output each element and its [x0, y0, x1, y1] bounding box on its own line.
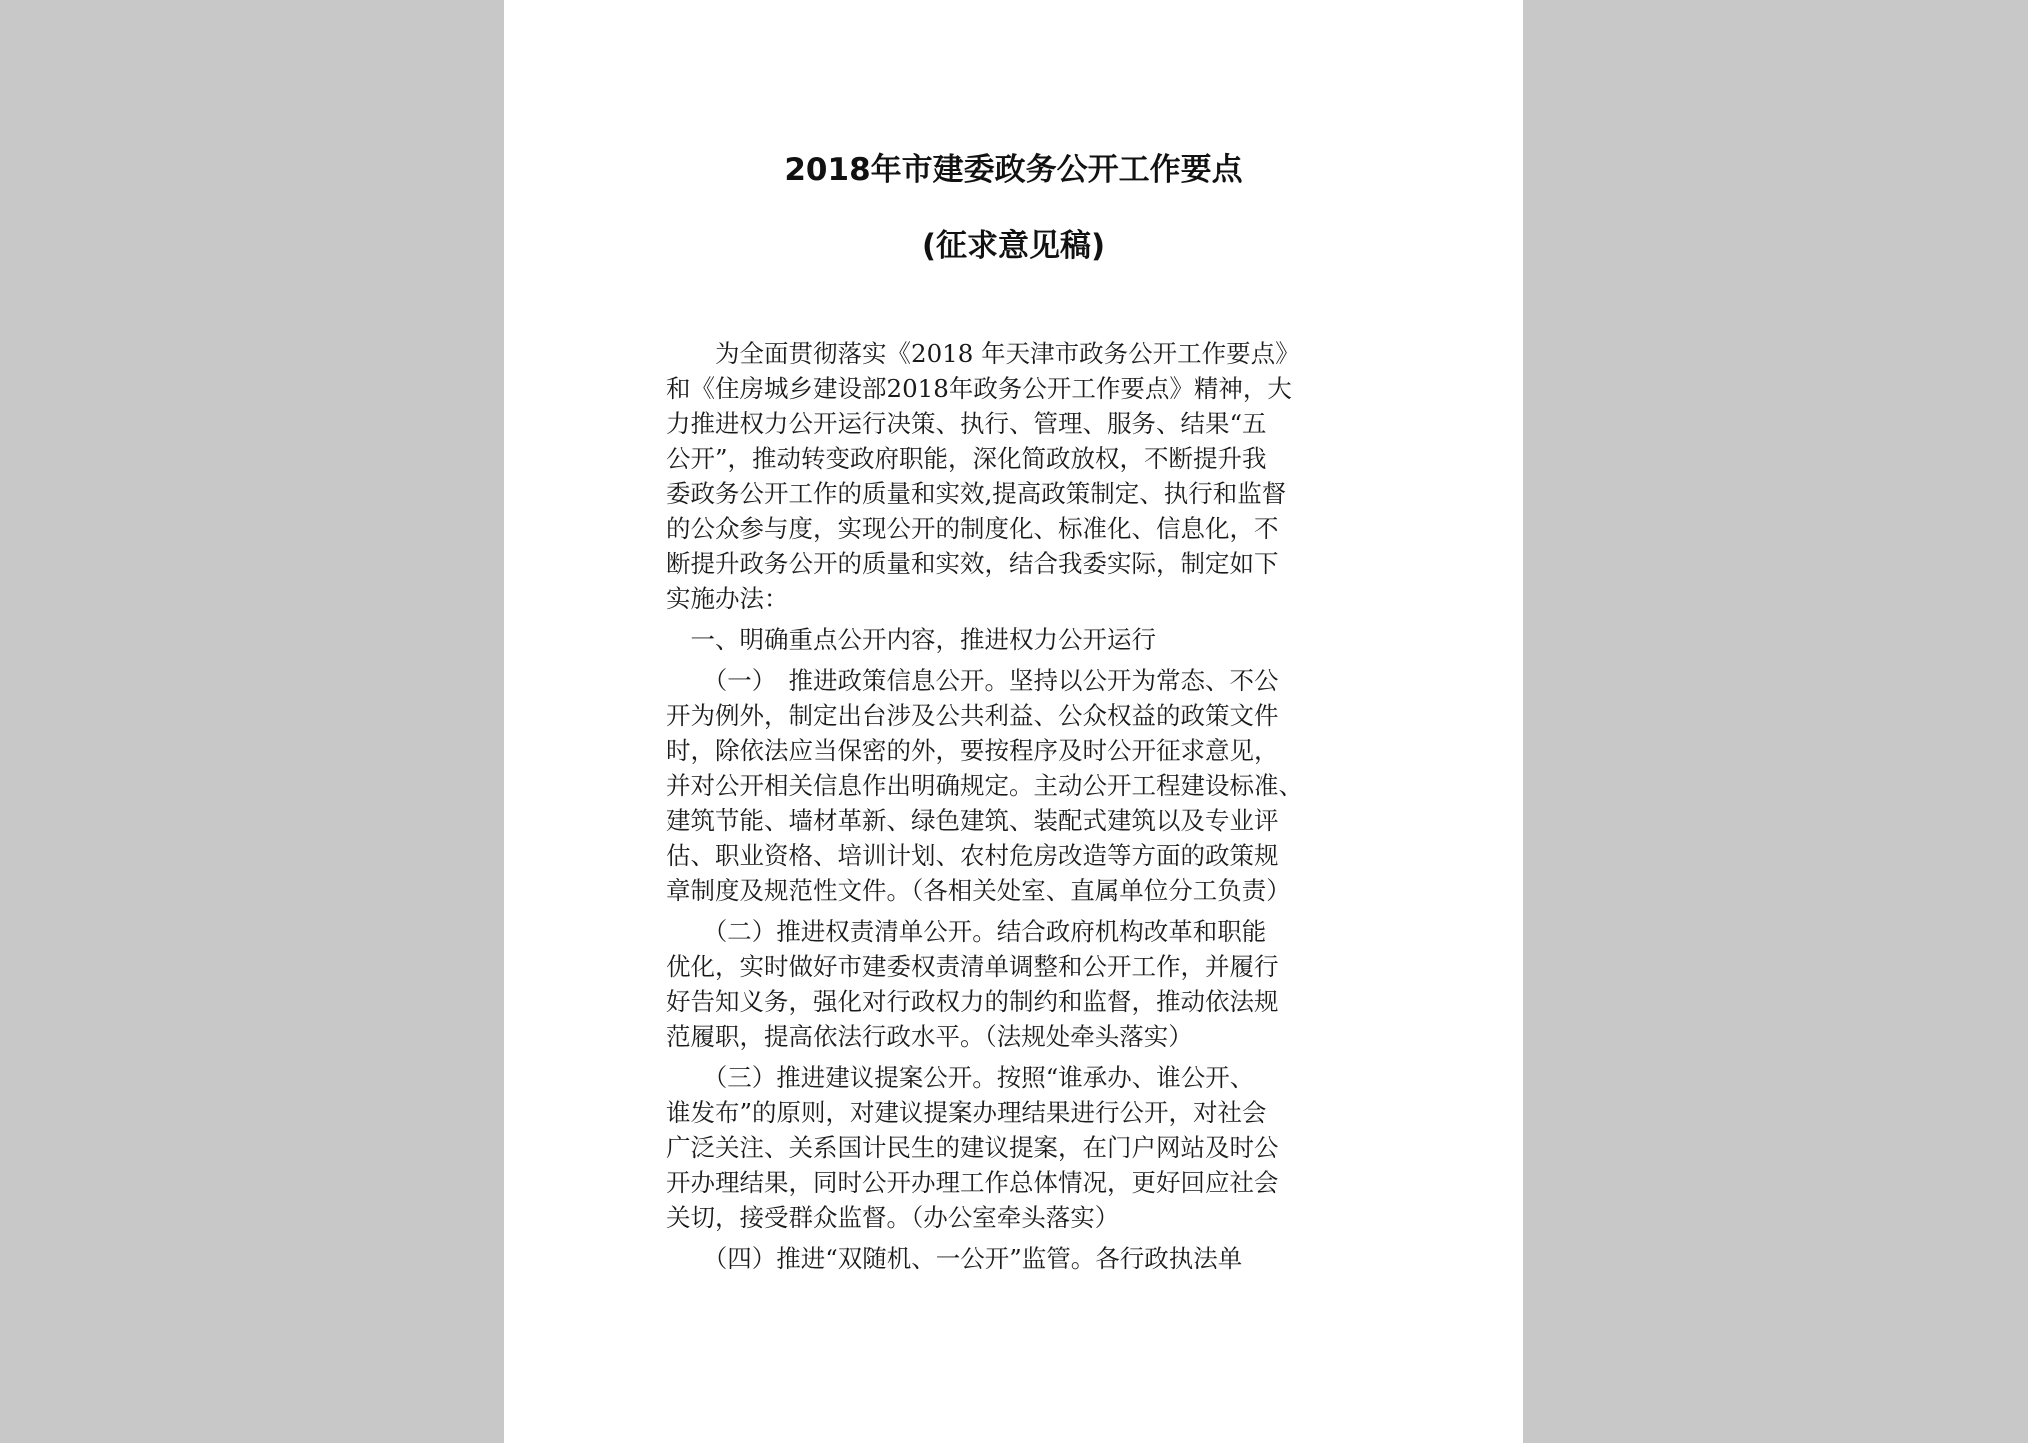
document-title: 2018年市建委政务公开工作要点	[784, 152, 1243, 188]
body-line: 并对公开相关信息作出明确规定。主动公开工程建设标准、	[666, 771, 1303, 800]
body-line: 估、职业资格、培训计划、农村危房改造等方面的政策规	[666, 841, 1279, 870]
body-line: 建筑节能、墙材革新、绿色建筑、装配式建筑以及专业评	[666, 806, 1279, 835]
body-line: 实施办法：	[666, 584, 789, 613]
body-line: 委政务公开工作的质量和实效,提高政策制定、执行和监督	[666, 479, 1287, 508]
document-body	[666, 336, 1406, 1276]
body-line: 的公众参与度，实现公开的制度化、标准化、信息化，不	[666, 514, 1279, 543]
body-line: 开办理结果，同时公开办理工作总体情况，更好回应社会	[666, 1168, 1279, 1197]
body-line: 广泛关注、关系国计民生的建议提案，在门户网站及时公	[666, 1133, 1279, 1162]
body-line: 好告知义务，强化对行政权力的制约和监督，推动依法规	[666, 987, 1279, 1016]
body-line: 断提升政务公开的质量和实效，结合我委实际，制定如下	[666, 549, 1279, 578]
body-line: （二）推进权责清单公开。结合政府机构改革和职能	[666, 917, 1267, 946]
body-line: 公开”，推动转变政府职能，深化简政放权，不断提升我	[666, 444, 1267, 473]
body-line: 关切，接受群众监督。（办公室牵头落实）	[666, 1203, 1120, 1232]
body-line: （三）推进建议提案公开。按照“谁承办、谁公开、	[666, 1063, 1255, 1092]
body-line: （四）推进“双随机、一公开”监管。各行政执法单	[666, 1244, 1243, 1273]
body-line: 优化，实时做好市建委权责清单调整和公开工作，并履行	[666, 952, 1279, 981]
document-page	[504, 0, 1523, 1443]
body-line: 为全面贯彻落实《2018 年天津市政务公开工作要点》	[666, 339, 1300, 368]
body-line: 力推进权力公开运行决策、执行、管理、服务、结果“五	[666, 409, 1267, 438]
body-line: 和《住房城乡建设部2018年政务公开工作要点》精神，大	[666, 374, 1292, 403]
body-line: 章制度及规范性文件。（各相关处室、直属单位分工负责）	[666, 876, 1291, 905]
body-line: 开为例外，制定出台涉及公共利益、公众权益的政策文件	[666, 701, 1279, 730]
document-subtitle: (征求意见稿)	[921, 228, 1106, 264]
body-line: 范履职，提高依法行政水平。（法规处牵头落实）	[666, 1022, 1193, 1051]
body-line: 谁发布”的原则，对建议提案办理结果进行公开，对社会	[666, 1098, 1267, 1127]
section-heading: 一、明确重点公开内容，推进权力公开运行	[666, 625, 1156, 654]
body-line: 时，除依法应当保密的外，要按程序及时公开征求意见，	[666, 736, 1279, 765]
body-line: （一） 推进政策信息公开。坚持以公开为常态、不公	[666, 666, 1279, 695]
